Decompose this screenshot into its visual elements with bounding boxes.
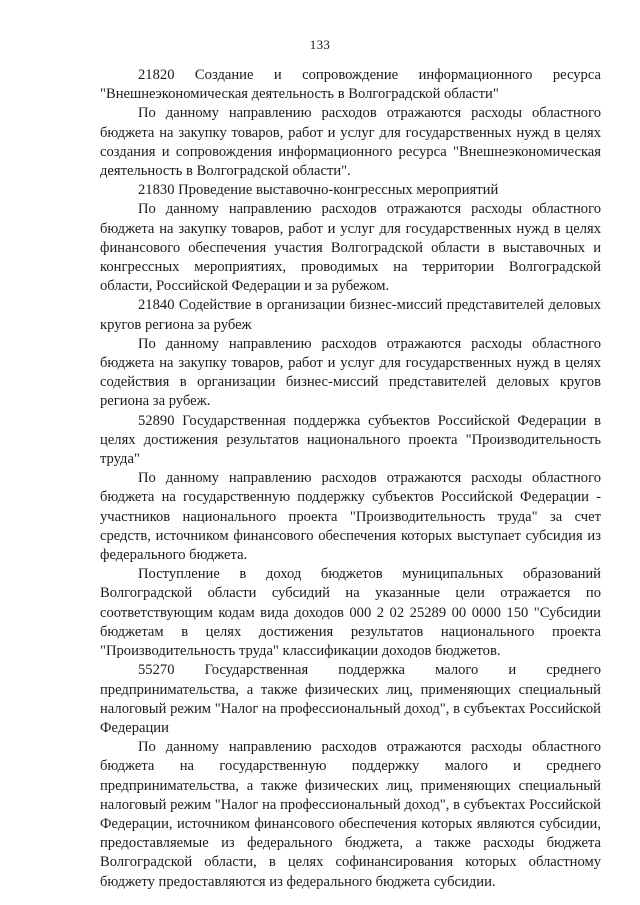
paragraph-21830-heading: 21830 Проведение выставочно-конгрессных мероприятий	[138, 182, 499, 199]
paragraph-52890-income-note: Поступление в доход бюджетов муниципальных образований Волгоградской области субсидий на указанные цели отражается по соответствующим кодам вида доходов 000 2 02 25289 00 0000 150 "Субсидии бюджетам в целях достижения результатов национального проекта "Производительность труда" классификации доходов бюджетов.	[100, 566, 601, 660]
paragraph-55270-heading: 55270 Государственная поддержка малого и среднего предпринимательства, а также физических лиц, применяющих специальный налоговый режим "Налог на профессиональный доход", в субъектах Российской Федерации	[100, 662, 601, 736]
page-number: 133	[309, 37, 331, 52]
paragraph-21830-description: По данному направлению расходов отражаются расходы областного бюджета на закупку товаров, работ и услуг для государственных нужд в целях финансового обеспечения участия Волгоградской области в выставочных и конгрессных мероприятиях, проводимых на территории Волгоградской области, Российской Федерации и за рубежом.	[100, 201, 601, 295]
paragraph-52890-heading: 52890 Государственная поддержка субъектов Российской Федерации в целях достижения результатов национального проекта "Производительность труда"	[100, 412, 601, 468]
paragraph-21820-description: По данному направлению расходов отражаются расходы областного бюджета на закупку товаров, работ и услуг для государственных нужд в целях создания и сопровождения информационного ресурса "Внешнеэкономическая деятельность в Волгоградской области".	[100, 105, 601, 180]
paragraph-55270-description: По данному направлению расходов отражаются расходы областного бюджета на государственную поддержку малого и среднего предпринимательства, а также физических лиц, применяющих специальный налоговый режим "Налог на профессиональный доход", в субъектах Российской Федерации, источником финансового обеспечения которых являются субсидии, предоставляемые из федерального бюджета, а также расходы бюджета Волгоградской области, в целях софинансирования которых областному бюджету предоставляются из федерального бюджета субсидии.	[100, 739, 601, 890]
paragraph-21820-heading: 21820 Создание и сопровождение информационного ресурса "Внешнеэкономическая деятельность в Волгоградской области"	[100, 67, 601, 103]
paragraph-52890-description: По данному направлению расходов отражаются расходы областного бюджета на государственную поддержку субъектов Российской Федерации - участников национального проекта "Производительность труда" за счет средств, источником финансового обеспечения которых выступает субсидия из федерального бюджета.	[100, 470, 601, 564]
paragraph-21840-description: По данному направлению расходов отражаются расходы областного бюджета на закупку товаров, работ и услуг для государственных нужд в целях содействия в организации бизнес-миссий представителей деловых кругов региона за рубеж.	[100, 335, 601, 410]
document-body	[100, 66, 601, 892]
paragraph-21840-heading: 21840 Содействие в организации бизнес-миссий представителей деловых кругов региона за рубеж	[100, 297, 601, 333]
